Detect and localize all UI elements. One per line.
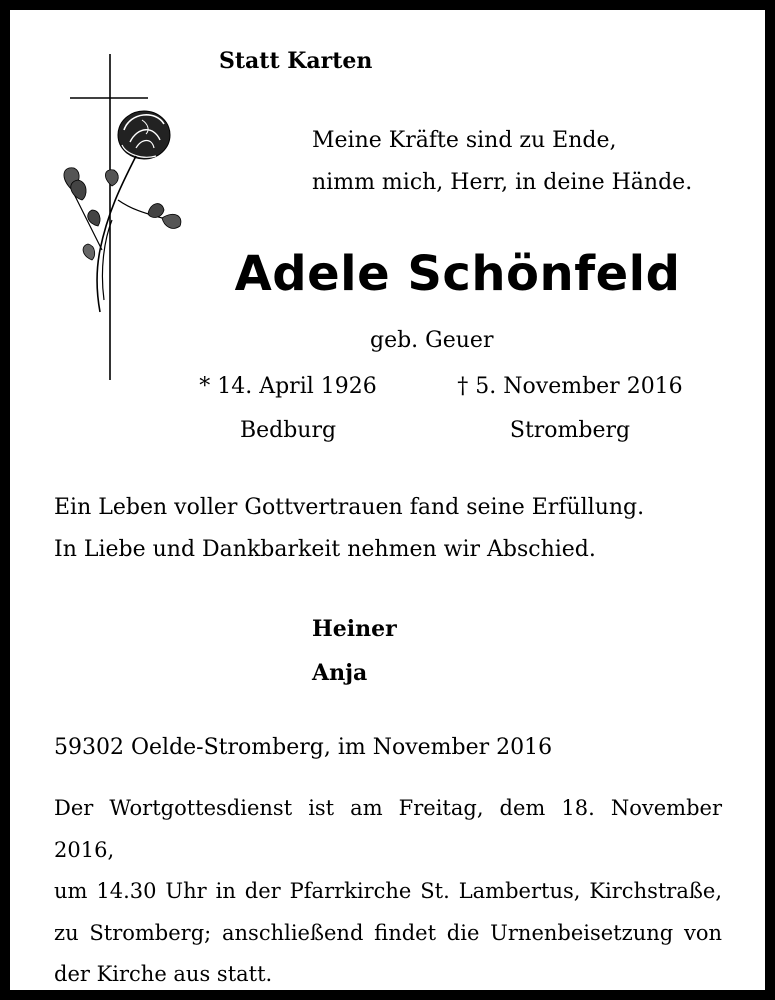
maiden-name: geb. Geuer [370, 328, 494, 353]
death-place: Stromberg [509, 418, 631, 443]
service-line: Der Wortgottesdienst ist am Freitag, dem 18. November 2016, [54, 796, 722, 862]
service-details [54, 788, 722, 996]
service-line: um 14.30 Uhr in der Pfarrkirche St. Lambertus, Kirchstraße, [54, 879, 722, 903]
birth-date: * 14. April 1926 [199, 374, 377, 399]
service-line: der Kirche aus statt. [54, 962, 273, 986]
place-and-date: 59302 Oelde-Stromberg, im November 2016 [54, 735, 553, 760]
farewell-text-line-1: Ein Leben voller Gottvertrauen fand seine Erfüllung. [54, 495, 645, 520]
verse-line-1: Meine Kräfte sind zu Ende, [312, 128, 617, 153]
verse-line-2: nimm mich, Herr, in deine Hände. [312, 170, 693, 195]
death-date: † 5. November 2016 [457, 374, 683, 399]
deceased-name: Adele Schönfeld [234, 246, 681, 302]
mourner-name: Anja [312, 660, 368, 686]
service-line: zu Stromberg; anschließend findet die Urnenbeisetzung von [54, 920, 722, 945]
farewell-text-line-2: In Liebe und Dankbarkeit nehmen wir Abschied. [54, 537, 596, 562]
header-statt-karten: Statt Karten [219, 48, 373, 74]
mourner-name: Heiner [312, 616, 397, 642]
birth-place: Bedburg [239, 418, 337, 443]
cross-rose-emblem [52, 50, 192, 395]
